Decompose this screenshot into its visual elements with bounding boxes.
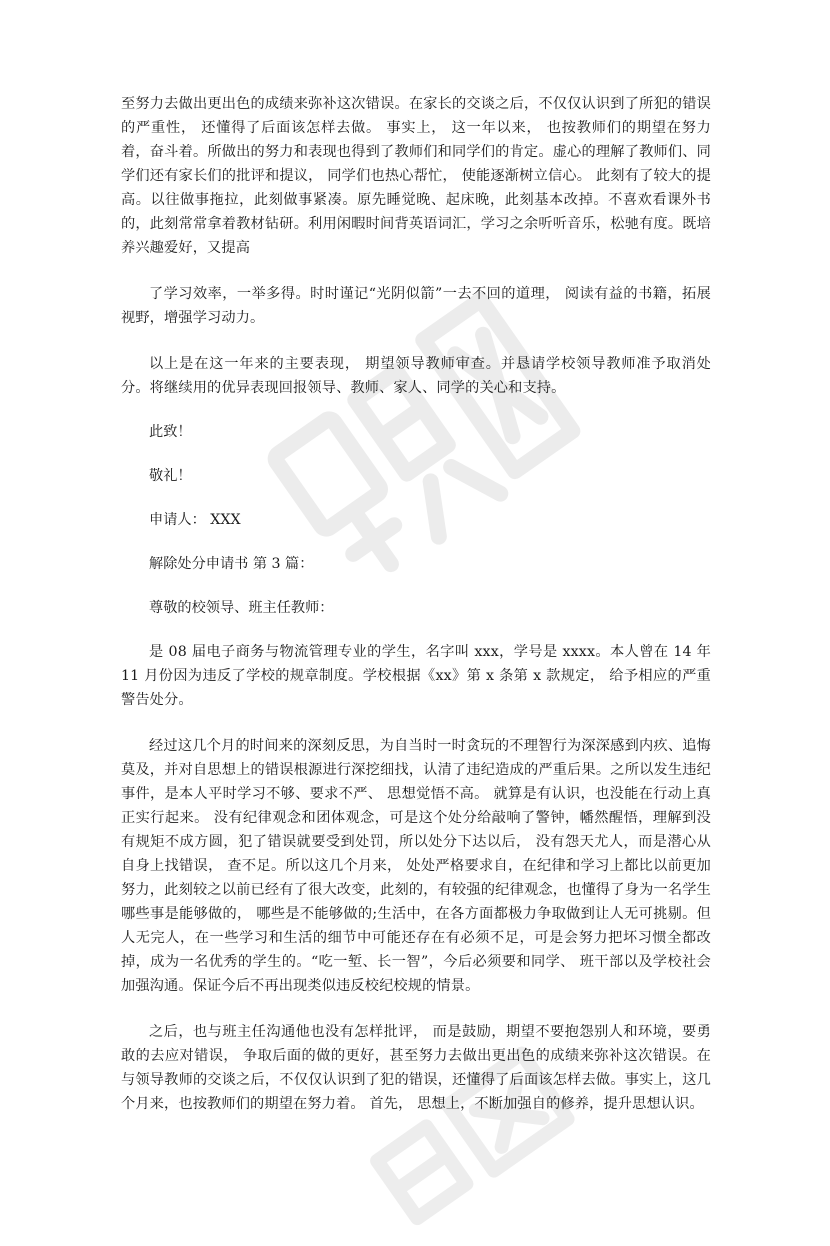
paragraph-1: 至努力去做出更出色的成绩来弥补这次错误。在家长的交谈之后，不仅仅认识到了所犯的错误的严重性， 还懂得了后面该怎样去做。 事实上， 这一年以来， 也按教师们的期望在努力着，奋斗着。所做出的努力和表现也得到了教师们和同学们的肯定。虚心的理解了教师们、同学们还有家长们的批评和提议， 同学们也热心帮忙， 使能逐渐树立信心。 此刻有了较大的提高。以往做事拖拉，此刻做事紧凑。原先睡觉晚、起床晚，此刻基本改掉。不喜欢看课外书的，此刻常常拿着教材钻研。利用闲暇时间背英语词汇，学习之余听听音乐，松驰有度。既培养兴趣爱好，又提高 [121,96,711,256]
salutation: 尊敬的校领导、班主任教师： [149,600,334,616]
section-title: 解除处分申请书 第 3 篇： [149,556,314,572]
closing-jingli: 敬礼！ [149,468,192,484]
closing-zhici: 此致！ [149,424,192,440]
paragraph-2: 了学习效率，一举多得。时时谨记“光阴似箭”一去不回的道理， 阅读有益的书籍，拓展视野，增强学习动力。 [121,286,711,326]
paragraph-6: 之后，也与班主任沟通他也没有怎样批评， 而是鼓励，期望不要抱怨别人和环境，要勇敢的去应对错误， 争取后面的做的更好，甚至努力去做出更出色的成绩来弥补这次错误。在与领导教师的交谈之后，不仅仅认识到了犯的错误，还懂得了后面该怎样去做。事实上，这几个月来，也按教师们的期望在努力着。 首先， 思想上，不断加强自的修养，提升思想认识。 [121,1024,711,1112]
paragraph-4: 是 08 届电子商务与物流管理专业的学生，名字叫 xxx，学号是 xxxx。本人曾在 14 年 11 月份因为违反了学校的规章制度。学校根据《xx》第 x 条第 x 款规定， 给予相应的严重警告处分。 [121,644,711,708]
paragraph-5: 经过这几个月的时间来的深刻反思，为自当时一时贪玩的不理智行为深深感到内疚、追悔莫及，并对自思想上的错误根源进行深挖细找，认清了违纪造成的严重后果。之所以发生违纪事件，是本人平时学习不够、要求不严、 思想觉悟不高。 就算是有认识，也没能在行动上真正实行起来。 没有纪律观念和团体观念，可是这个处分给敲响了警钟，幡然醒悟，理解到没有规矩不成方圆，犯了错误就要受到处罚，所以处分下达以后， 没有怨天尤人，而是潜心从自身上找错误， 查不足。所以这几个月来， 处处严格要求自，在纪律和学习上都比以前更加努力，此刻较之以前已经有了很大改变，此刻的，有较强的纪律观念，也懂得了身为一名学生哪些事是能够做的， 哪些是不能够做的;生活中，在各方面都极力争取做到让人无可挑剔。但人无完人，在一些学习和生活的细节中可能还存在有必须不足，可是会努力把坏习惯全都改掉，成为一名优秀的学生的。“吃一堑、长一智”，今后必须要和同学、 班干部以及学校社会加强沟通。保证今后不再出现类似违反校纪校规的情景。 [121,738,711,994]
applicant-line: 申请人： XXX [149,512,241,528]
document-body [121,92,711,1116]
paragraph-3: 以上是在这一年来的主要表现， 期望领导教师审查。并恳请学校领导教师准予取消处分。将继续用的优异表现回报领导、教师、家人、同学的关心和支持。 [121,356,711,396]
